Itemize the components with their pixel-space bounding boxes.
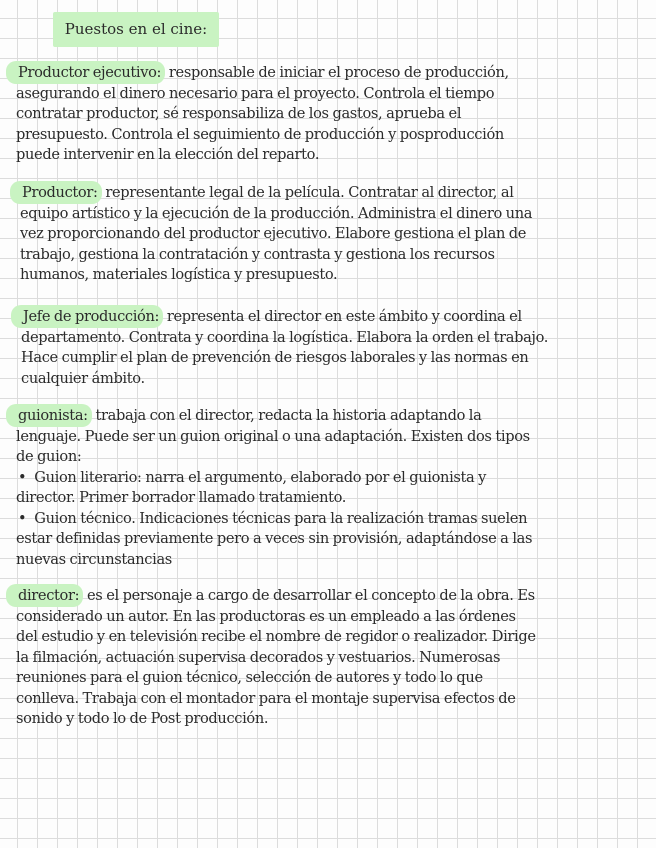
bullet-dot: • (18, 468, 27, 486)
term-highlight: director: (6, 584, 83, 607)
section-line: nuevas circunstancias (16, 550, 172, 568)
section-line: guionista: trabaja con el director, redacta la historia adaptando la (16, 406, 646, 427)
term-highlight: Productor ejecutivo: (6, 61, 165, 84)
bullet-item: • Guion literario: narra el argumento, elaborado por el guionista y (18, 468, 487, 486)
section-guionista (16, 406, 646, 570)
section-line: Hace cumplir el plan de prevención de riesgos laborales y las normas en (21, 349, 529, 366)
section-line: director: es el personaje a cargo de desarrollar el concepto de la obra. Es (16, 586, 646, 607)
page-title: Puestos en el cine: (53, 12, 219, 47)
section-line: la filmación, actuación supervisa decorados y vestuarios. Numerosas (16, 648, 501, 666)
section-line: reuniones para el guion técnico, selección de autores y todo lo que (16, 669, 483, 686)
section-productor-ejecutivo (16, 63, 646, 166)
term-highlight: Jefe de producción: (11, 305, 163, 328)
section-line: sonido y todo lo de Post producción. (16, 710, 269, 727)
section-line: departamento. Contrata y coordina la logística. Elabora la orden el trabajo. (21, 328, 549, 346)
section-line: Productor: representante legal de la película. Contratar al director, al (20, 183, 650, 204)
section-line: considerado un autor. En las productoras es un empleado a las órdenes (16, 607, 516, 625)
section-line: conlleva. Trabaja con el montador para el montaje supervisa efectos de (16, 689, 516, 707)
section-line: presupuesto. Controla el seguimiento de producción y posproducción (16, 125, 504, 143)
section-director (16, 586, 646, 730)
section-line: Jefe de producción: representa el director en este ámbito y coordina el (21, 307, 651, 328)
section-line: lenguaje. Puede ser un guion original o una adaptación. Existen dos tipos (16, 427, 530, 445)
section-line: puede intervenir en la elección del reparto. (16, 146, 320, 163)
section-productor (20, 183, 650, 286)
bullet-item: • Guion técnico. Indicaciones técnicas para la realización tramas suelen (18, 509, 528, 527)
section-jefe-produccion (21, 307, 651, 389)
bullet-dot: • (18, 509, 27, 527)
section-line: Productor ejecutivo: responsable de iniciar el proceso de producción, (16, 63, 646, 84)
section-line: humanos, materiales logística y presupuesto. (20, 266, 338, 283)
section-line: cualquier ámbito. (21, 369, 145, 387)
section-line: equipo artístico y la ejecución de la producción. Administra el dinero una (20, 204, 533, 222)
section-line: de guion: (16, 448, 82, 465)
section-line: asegurando el dinero necesario para el proyecto. Controla el tiempo (16, 84, 495, 102)
section-line: contratar productor, sé responsabiliza de los gastos, aprueba el (16, 105, 462, 122)
section-line: vez proporcionando del productor ejecutivo. Elabore gestiona el plan de (20, 225, 527, 242)
section-line: del estudio y en televisión recibe el nombre de regidor o realizador. Dirige (16, 628, 536, 645)
section-line: estar definidas previamente pero a veces sin provisión, adaptándose a las (16, 530, 533, 547)
section-line: director. Primer borrador llamado tratamiento. (16, 489, 347, 506)
term-highlight: Productor: (10, 181, 102, 204)
section-line: trabajo, gestiona la contratación y contrasta y gestiona los recursos (20, 245, 495, 263)
term-highlight: guionista: (6, 404, 92, 427)
